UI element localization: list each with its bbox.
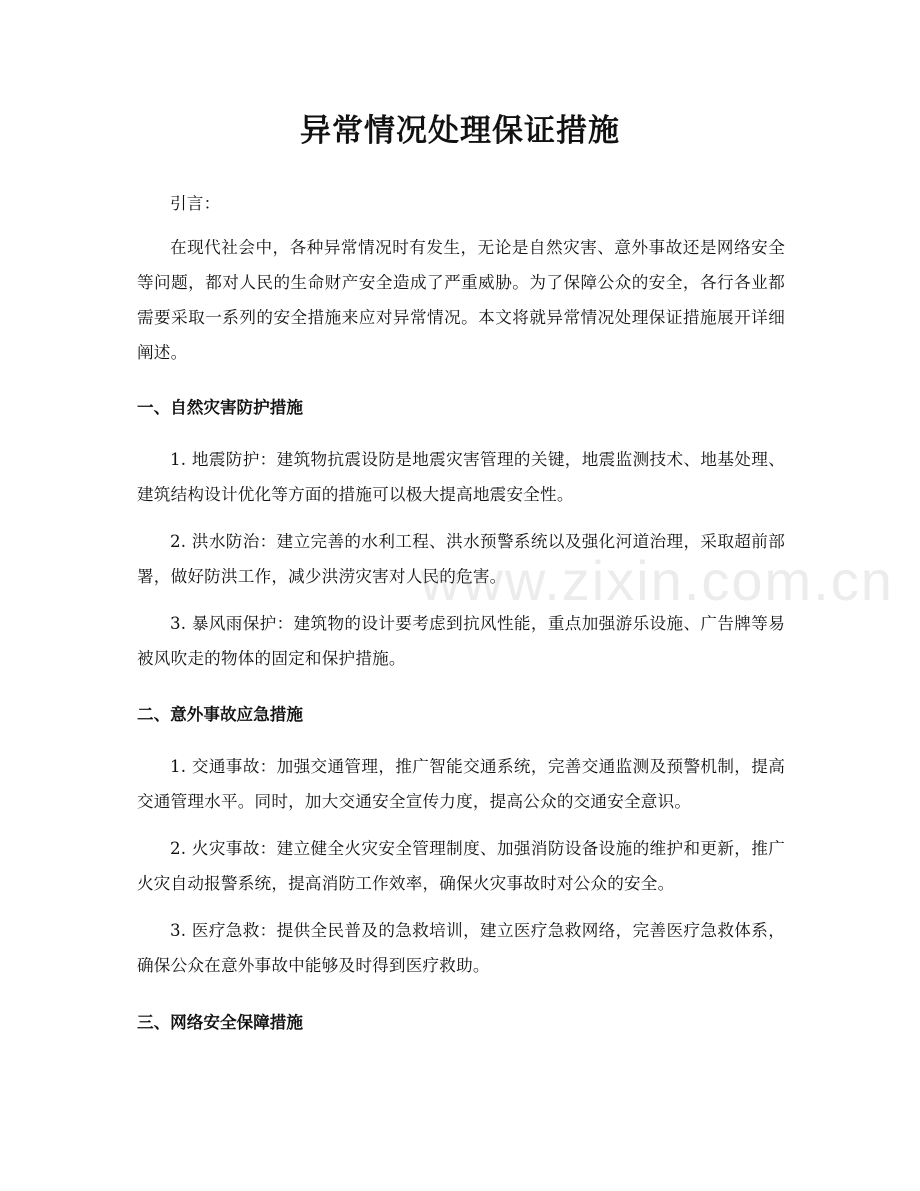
list-item: 2. 火灾事故：建立健全火灾安全管理制度、加强消防设备设施的维护和更新，推广火灾自动报警系统，提高消防工作效率，确保火灾事故时对公众的安全。 (137, 839, 785, 893)
list-item: 1. 地震防护：建筑物抗震设防是地震灾害管理的关键，地震监测技术、地基处理、建筑结构设计优化等方面的措施可以极大提高地震安全性。 (137, 450, 785, 504)
section-heading-accident: 二、意外事故应急措施 (137, 705, 303, 724)
list-item: 1. 交通事故：加强交通管理，推广智能交通系统，完善交通监测及预警机制，提高交通管理水平。同时，加大交通安全宣传力度，提高公众的交通安全意识。 (137, 757, 785, 811)
document-title: 异常情况处理保证措施 (300, 113, 620, 149)
list-item: 3. 医疗急救：提供全民普及的急救培训，建立医疗急救网络，完善医疗急救体系，确保公众在意外事故中能够及时得到医疗救助。 (137, 921, 785, 975)
section-heading-network-security: 三、网络安全保障措施 (137, 1013, 303, 1032)
intro-label: 引言： (170, 194, 221, 213)
list-item: 3. 暴风雨保护：建筑物的设计要考虑到抗风性能，重点加强游乐设施、广告牌等易被风吹走的物体的固定和保护措施。 (137, 614, 785, 668)
list-item: 2. 洪水防治：建立完善的水利工程、洪水预警系统以及强化河道治理，采取超前部署，做好防洪工作，减少洪涝灾害对人民的危害。 (137, 532, 785, 586)
section-heading-natural-disaster: 一、自然灾害防护措施 (137, 398, 303, 417)
watermark: www.zixin.com.cn (420, 549, 894, 612)
intro-paragraph: 在现代社会中，各种异常情况时有发生，无论是自然灾害、意外事故还是网络安全等问题，都对人民的生命财产安全造成了严重威胁。为了保障公众的安全，各行各业都需要采取一系列的安全措施来应对异常情况。本文将就异常情况处理保证措施展开详细阐述。 (137, 238, 785, 362)
